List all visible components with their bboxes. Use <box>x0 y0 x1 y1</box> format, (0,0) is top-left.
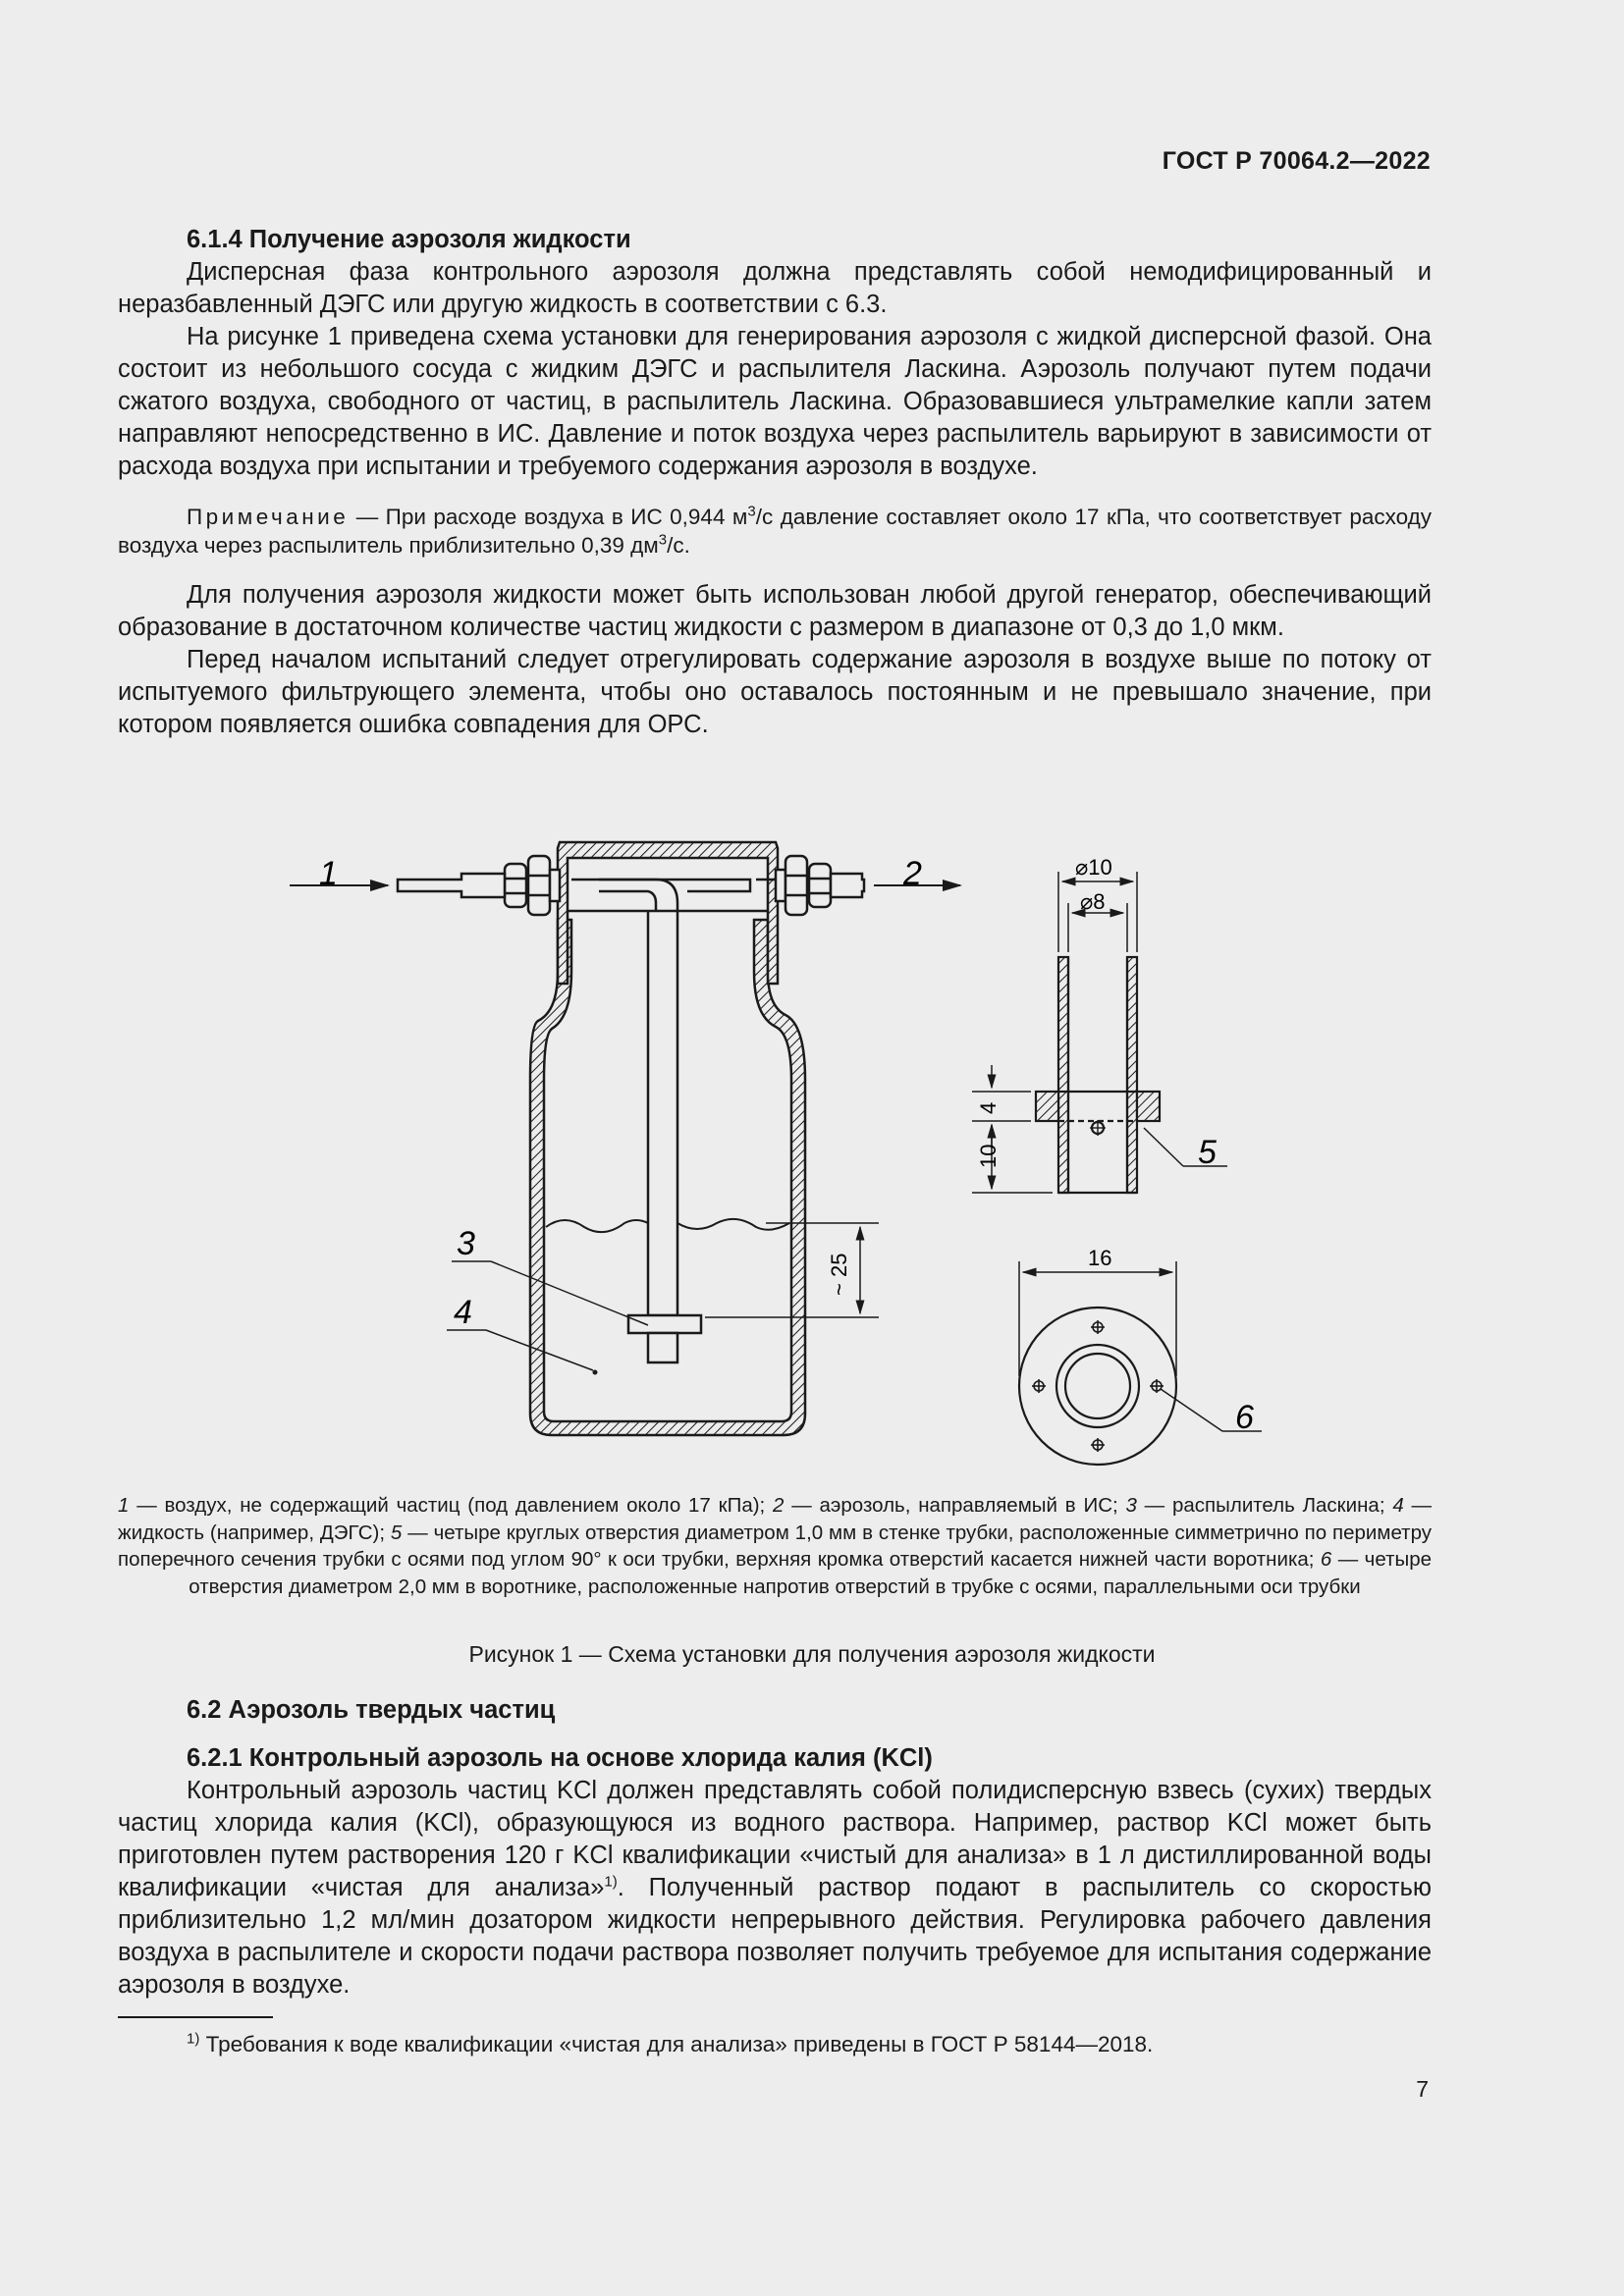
legend-num: 6 <box>1320 1548 1332 1571</box>
footnote: $^{1)}$ Требования к воде квалификации «чистая для анализа» приведены в ГОСТ Р 58144—2018. <box>187 2030 1154 2056</box>
dim-h10: 10 <box>976 1144 1001 1168</box>
paragraph: Для получения аэрозоля жидкости может быть использован любой другой генератор, обеспечивающий образование в достаточном количестве частиц жидкости с размером в диапазоне от 0,3 до 1,0 мкм. <box>118 581 1432 641</box>
collar-end-view <box>1019 1308 1176 1465</box>
liquid-surface <box>546 1219 789 1232</box>
laskin-tube <box>599 880 677 1315</box>
bottle-assembly <box>398 842 864 1435</box>
footnote-rule <box>118 2016 273 2018</box>
dim-d10: ⌀10 <box>1075 855 1112 880</box>
dim-d8: ⌀8 <box>1080 889 1106 914</box>
laskin-collar <box>628 1315 701 1333</box>
page-number: 7 <box>1416 2076 1429 2102</box>
label-4: 4 <box>454 1294 472 1331</box>
document-id-header: ГОСТ Р 70064.2—2022 <box>1162 147 1431 175</box>
tube-dimensions <box>972 872 1227 1193</box>
tube-section-view <box>1036 957 1160 1193</box>
label-1: 1 <box>319 855 338 892</box>
dim-h4: 4 <box>976 1101 1001 1114</box>
level-dim-label: ~ 25 <box>827 1253 851 1296</box>
section-6-2 <box>118 1694 1432 2002</box>
section-heading: 6.2 Аэрозоль твердых частиц <box>187 1696 556 1724</box>
footnote-ref[interactable]: 1) <box>604 1873 618 1891</box>
legend-num: 1 <box>118 1494 130 1517</box>
subsection-heading: 6.2.1 Контрольный аэрозоль на основе хлорида калия (KCl) <box>187 1744 933 1772</box>
leader-lines <box>447 1261 648 1370</box>
label-6: 6 <box>1235 1399 1254 1436</box>
label-3: 3 <box>457 1225 475 1262</box>
bottle-cap <box>558 842 778 984</box>
label-5: 5 <box>1198 1134 1217 1171</box>
legend-num: 4 <box>1392 1494 1404 1517</box>
collar-dimensions <box>1019 1261 1262 1431</box>
note: Примечание — При расходе воздуха в ИС 0,944 $м^3/с$ давление составляет около 17 кПа, что соответствует расходу воздуха через распылитель приблизительно 0,39 $дм^3/с$. <box>118 503 1432 558</box>
dim-w16: 16 <box>1088 1246 1112 1270</box>
legend-num: 3 <box>1125 1494 1137 1517</box>
paragraph: Контрольный аэрозоль частиц KCl должен представлять собой полидисперсную взвесь (сухих) твердых частиц хлорида калия (KCl), образующуюся из водного раствора. Например, раствор KCl может быть приготовлен путем растворения 120 г KCl квалификации «чистый для анализа» в 1 л дистиллированной воды квалификации «чистая для анализа»$^{1)}$. Полученный раствор подают в распылитель со скоростью приблизительно 1,2 мл/мин дозатором жидкости непрерывного действия. Регулировка рабочего давления воздуха в распылителе и скорости подачи раствора позволяет получить требуемое для испытания содержание аэрозоля в воздухе. <box>118 1777 1432 1999</box>
paragraph: Перед началом испытаний следует отрегулировать содержание аэрозоля в воздухе выше по потоку от испытуемого фильтрующего элемента, чтобы оно оставалось постоянным и не превышало значение, при котором появляется ошибка совпадения для ОРС. <box>118 646 1432 738</box>
note-label: Примечание <box>187 505 350 529</box>
label-2: 2 <box>903 855 922 892</box>
figure-caption: Рисунок 1 — Схема установки для получения аэрозоля жидкости <box>468 1641 1156 1667</box>
paragraph: На рисунке 1 приведена схема установки для генерирования аэрозоля с жидкой дисперсной фазой. Она состоит из небольшого сосуда с жидким ДЭГС и распылителя Ласкина. Аэрозоль получают путем подачи сжатого воздуха, свободного от частиц, в распылитель Ласкина. Образовавшиеся ультрамелкие капли затем направляют непосредственно в ИС. Давление и поток воздуха через распылитель варьируют в зависимости от расхода воздуха при испытании и требуемого содержания аэрозоля в воздухе. <box>118 323 1432 480</box>
legend-num: 5 <box>390 1521 403 1544</box>
section-heading: 6.1.4 Получение аэрозоля жидкости <box>187 226 631 253</box>
figure-legend: 1 — воздух, не содержащий частиц (под давлением около 17 кПа); 2 — аэрозоль, направляемый в ИС; 3 — распылитель Ласкина; 4 — жидкость (например, ДЭГС); 5 — четыре круглых отверстия диаметром 1,0 мм в стенке трубки, расположенные симметрично по периметру поперечного сечения трубки с осями под углом 90° к оси трубки, верхняя кромка отверстий касается нижней части воротника; 6 — четыре отверстия диаметром 2,0 мм в воротнике, расположенные напротив отверстий в трубке с осями, параллельными оси трубки <box>118 1494 1433 1598</box>
legend-num: 2 <box>773 1494 785 1517</box>
paragraph: Дисперсная фаза контрольного аэрозоля должна представлять собой немодифицированный и неразбавленный ДЭГС или другую жидкость в соответствии с 6.3. <box>118 258 1432 318</box>
